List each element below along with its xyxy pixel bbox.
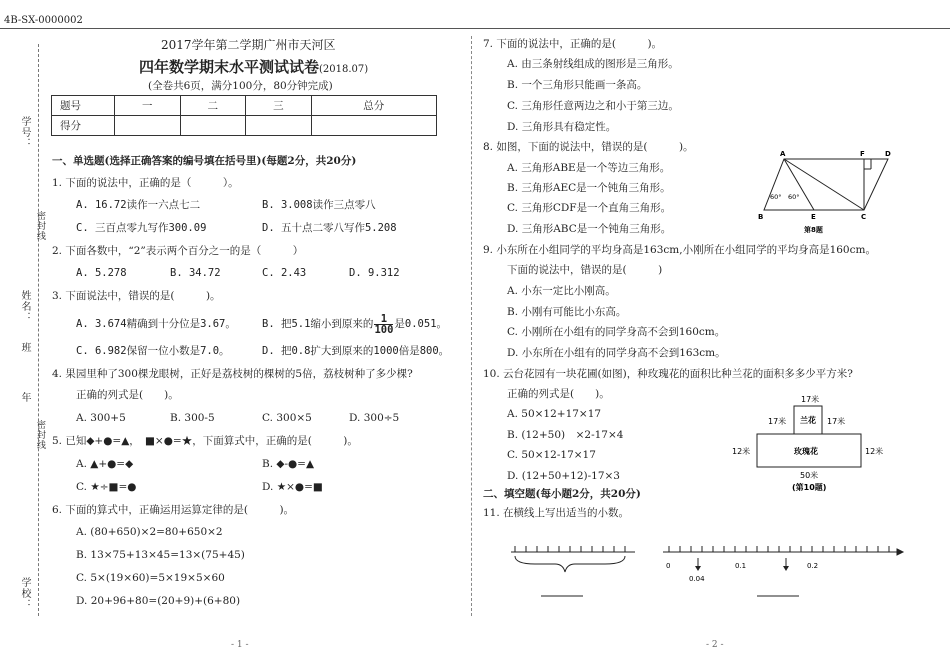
q5-option-a: A. ▲+●=◆ [76, 458, 134, 470]
q7-option-d: D. 三角形具有稳定性。 [507, 121, 617, 133]
dim-label: 17米 [827, 417, 846, 426]
fraction-numerator: 1 [374, 314, 393, 325]
orchid-label: 兰花 [800, 416, 816, 425]
dim-label: 12米 [732, 447, 751, 456]
q8-option-c: C. 三角形CDF是一个直角三角形。 [507, 202, 672, 214]
q6-option-c: C. 5×(19×60)=5×19×5×60 [76, 572, 225, 584]
label-e: E [811, 213, 816, 221]
q8-option-a: A. 三角形ABE是一个等边三角形。 [507, 162, 671, 174]
q10-option-b: B. (12+50) ×2-17×4 [507, 429, 624, 441]
document-id: 4B-SX-0000002 [4, 15, 83, 26]
q6-option-b: B. 13×75+13×45=13×(75+45) [76, 549, 245, 561]
label-d: D [885, 150, 891, 158]
q5-option-d: D. ★×●=■ [262, 481, 323, 493]
angle-label: 60° [770, 193, 782, 201]
q10-option-c: C. 50×12-17×17 [507, 449, 596, 461]
exam-info: (全卷共6页，满分100分，80分钟完成) [148, 80, 333, 92]
header-line: 2017学年第二学期广州市天河区 [161, 38, 336, 52]
figure-caption: (第10题) [792, 483, 827, 492]
q1-option-a: A. 16.72读作一六点七二 [76, 199, 201, 211]
dim-label: 17米 [801, 395, 820, 404]
q4-option-a: A. 300+5 [76, 412, 126, 424]
fraction-denominator: 100 [374, 323, 394, 336]
q8-figure [750, 144, 900, 236]
q9-option-b: B. 小刚有可能比小东高。 [507, 306, 627, 318]
title-text: 四年数学期末水平测试试卷 [139, 58, 320, 76]
q1-option-d: D. 五十点二零八写作5.208 [262, 222, 397, 234]
q7-option-c: C. 三角形任意两边之和小于第三边。 [507, 100, 679, 112]
column-divider [471, 36, 472, 616]
q8-option-b: B. 三角形AEC是一个钝角三角形。 [507, 182, 671, 194]
q3-option-b-pre: B. 把5.1缩小到原来的 [262, 318, 374, 330]
score-table-row [52, 116, 437, 136]
q10-option-d: D. (12+50+12)-17×3 [507, 470, 620, 482]
seal-line-label: 密封线 [35, 420, 45, 450]
page-number-left: - 1 - [231, 640, 249, 650]
arrowhead-icon [783, 566, 789, 571]
segment-ac [784, 159, 864, 210]
q8-stem: 8. 如图，下面的说法中，错误的是( )。 [483, 141, 694, 153]
score-cell[interactable] [115, 116, 181, 136]
score-table-row [52, 96, 437, 116]
arrow-icon [897, 549, 903, 555]
score-cell[interactable] [180, 116, 246, 136]
label-f: F [860, 150, 865, 158]
binding-line [38, 44, 39, 616]
q1-option-b: B. 3.008读作三点零八 [262, 199, 376, 211]
score-cell: 三 [246, 96, 312, 116]
arrowhead-icon [695, 566, 701, 571]
segment-ae [784, 159, 814, 210]
title-date: (2018.07) [319, 64, 369, 75]
q3-stem: 3. 下面说法中，错误的是( )。 [52, 290, 221, 302]
score-cell: 一 [115, 96, 181, 116]
q4-option-d: D. 300÷5 [349, 412, 400, 424]
dim-label: 50米 [800, 471, 819, 480]
q8-option-d: D. 三角形ABC是一个钝角三角形。 [507, 223, 672, 235]
q6-option-a: A. (80+650)×2=80+650×2 [76, 526, 223, 538]
q7-option-b: B. 一个三角形只能画一条高。 [507, 79, 648, 91]
q11-stem: 11. 在横线上写出适当的小数。 [483, 507, 630, 519]
q9-option-a: A. 小东一定比小刚高。 [507, 285, 616, 297]
top-rule [0, 28, 950, 29]
rose-label: 玫瑰花 [794, 447, 818, 456]
q7-option-a: A. 由三条射线组成的图形是三角形。 [507, 58, 679, 70]
q4-stem: 4. 果园里种了300棵龙眼树，正好是荔枝树的棵树的5倍，荔枝树种了多少棵? [52, 368, 413, 380]
grade-label: 年 [19, 392, 30, 403]
section-heading: 二、填空题(每小题2分，共20分) [483, 488, 641, 500]
section-heading: 一、单选题(选择正确答案的编号填在括号里)(每题2分，共20分) [52, 155, 357, 167]
seal-line-label: 密封线 [35, 211, 45, 241]
q4-sub: 正确的列式是( )。 [76, 389, 179, 401]
page-title [139, 56, 368, 77]
q2-option-b: B. 34.72 [170, 267, 221, 279]
q3-option-d: D. 把0.8扩大到原来的1000倍是800。 [262, 345, 450, 357]
q3-option-b-post: 是0.051。 [394, 318, 448, 330]
figure-caption: 第8题 [804, 226, 823, 234]
q2-stem: 2. 下面各数中，“2”表示两个百分之一的是（ ） [52, 245, 304, 257]
dim-label: 17米 [768, 417, 787, 426]
tick-label: 0.2 [807, 562, 819, 570]
score-cell: 总分 [311, 96, 436, 116]
q6-stem: 6. 下面的算式中，正确运用运算定律的是( )。 [52, 504, 295, 516]
tick-label: 0 [666, 562, 671, 570]
tick-label: 0.1 [735, 562, 747, 570]
q2-option-a: A. 5.278 [76, 267, 127, 279]
q11-figure [505, 536, 905, 600]
q10-stem: 10. 云台花园有一块花圃(如图)，种玫瑰花的面积比种兰花的面积多多少平方米? [483, 368, 853, 380]
angle-label: 60° [788, 193, 800, 201]
class-label: 班 [19, 342, 30, 353]
score-cell: 二 [180, 96, 246, 116]
label-c: C [861, 213, 867, 221]
q5-option-c: C. ★÷■=● [76, 481, 137, 493]
dim-label: 12米 [865, 447, 884, 456]
label-b: B [758, 213, 764, 221]
q10-option-a: A. 50×12+17×17 [507, 408, 602, 420]
score-cell[interactable] [311, 116, 436, 136]
student-no-label: 学号： [19, 116, 30, 149]
q3-option-c: C. 6.982保留一位小数是7.0。 [76, 345, 230, 357]
tick-label: 0.04 [689, 575, 705, 583]
q5-option-b: B. ◆-●=▲ [262, 458, 315, 470]
q1-stem: 1. 下面的说法中，正确的是（ ）。 [52, 177, 239, 189]
q3-option-a: A. 3.674精确到十分位是3.67。 [76, 318, 236, 330]
q10-sub: 正确的列式是( )。 [507, 388, 610, 400]
score-table [51, 95, 437, 136]
q10-figure [728, 392, 898, 494]
q6-option-d: D. 20+96+80=(20+9)+(6+80) [76, 595, 241, 607]
q1-option-c: C. 三百点零九写作300.09 [76, 222, 207, 234]
fraction [374, 314, 393, 335]
q5-stem: 5. 已知◆+●=▲， ■×●=★，下面算式中，正确的是( )。 [52, 435, 358, 447]
q9-stem: 9. 小东所在小组同学的平均身高是163cm,小刚所在小组同学的平均身高是160cm。 [483, 244, 876, 256]
q7-stem: 7. 下面的说法中，正确的是( )。 [483, 38, 663, 50]
page-number-right: - 2 - [706, 640, 724, 650]
q3-option-b [262, 312, 447, 336]
name-label: 姓名： [19, 290, 30, 323]
q2-option-c: C. 2.43 [262, 267, 307, 279]
parallelogram [764, 159, 888, 210]
q2-option-d: D. 9.312 [349, 267, 400, 279]
school-label: 学校： [19, 577, 30, 610]
score-cell[interactable] [246, 116, 312, 136]
label-a: A [780, 150, 786, 158]
q4-option-c: C. 300×5 [262, 412, 312, 424]
brace [515, 556, 625, 572]
q9-sub: 下面的说法中，错误的是( ) [507, 264, 663, 276]
q4-option-b: B. 300-5 [170, 412, 215, 424]
score-cell: 得分 [52, 116, 115, 136]
q9-option-d: D. 小东所在小组有的同学身高不会到163cm。 [507, 347, 726, 359]
score-cell: 题号 [52, 96, 115, 116]
q9-option-c: C. 小刚所在小组有的同学身高不会到160cm。 [507, 326, 726, 338]
